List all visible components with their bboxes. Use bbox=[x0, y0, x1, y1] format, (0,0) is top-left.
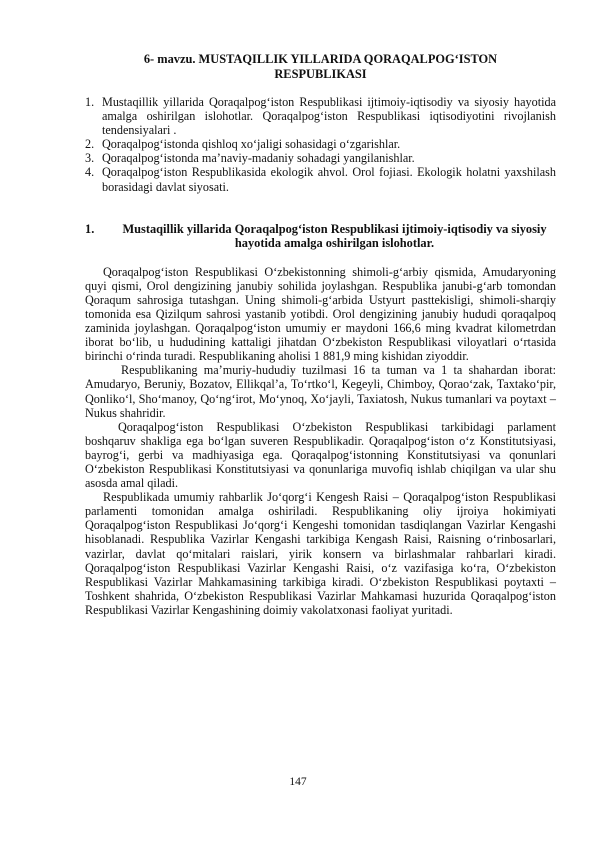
outline-item-text: Qoraqalpog‘istonda qishloq xo‘jaligi sohasidagi o‘zgarishlar. bbox=[102, 137, 401, 152]
outline-item bbox=[85, 137, 556, 151]
topic-title bbox=[85, 52, 556, 81]
page-number: 147 bbox=[289, 776, 307, 788]
outline-item-number: 3. bbox=[85, 151, 95, 166]
body-paragraph: Respublikaning ma’muriy-hududiy tuzilmasi 16 ta tuman va 1 ta shahardan iborat: Amudaryo, Beruniy, Bozatov, Ellikqal’a, To‘rtko‘l, Kegeyli, Chimboy, Qorao‘zak, Taxtako‘pir, Qonliko‘l, Sho‘manoy, Qo‘ng‘irot, Mo‘ynoq, Xo‘jayli, Taxiatosh, Nukus tumanlari va poytaxt – Nukus shahridir. bbox=[85, 363, 556, 420]
section-number: 1. bbox=[85, 221, 95, 236]
outline-item-text: Mustaqillik yillarida Qoraqalpog‘iston Respublikasi ijtimoiy-iqtisodiy va siyosiy hayotida amalga oshirilgan islohotlar. Qoraqalpog‘iston Respublikasi iqtisodiyotini rivojlanish tendensiyalari . bbox=[102, 95, 556, 138]
body-paragraph: Qoraqalpog‘iston Respublikasi O‘zbekistonning shimoli-g‘arbiy qismida, Amudaryoning quyi qismi, Orol dengizining janubiy sohilida joylashgan. Respublika janubi-g‘arb tomondan Qoraqum sahrosiga tutashgan. Uning shimoli-g‘arbida Ustyurt pasttekisligi, shimoli-sharqiy tomonida esa Qizilqum sahrosi yastanib yotibdi. Orol dengizining janubiy hududi qoraqalpoq zaminida joylashgan. Qoraqalpog‘iston umumiy er maydoni 166,6 ming kvadrat kilometrdan iborat bo‘lib, u hududining kattaligi jihatdan O‘zbekiston Respublikasi viloyatlari o‘rtasida birinchi o‘rinda turadi. Respublikaning aholisi 1 881,9 ming kishidan ziyoddir. bbox=[85, 264, 556, 364]
outline-item-text: Qoraqalpog‘iston Respublikasida ekologik ahvol. Orol fojiasi. Ekologik holatni yaxshilash borasidagi davlat siyosati. bbox=[102, 165, 556, 194]
body-paragraph: Qoraqalpog‘iston Respublikasi O‘zbekiston Respublikasi tarkibidagi parlament boshqaruv shakliga ega bo‘lgan suveren Respublikadir. Qoraqalpog‘iston o‘z Konstitutsiyasi, bayrog‘i, gerbi va madhiyasiga ega. Qoraqalpog‘istonning Konstitutsiyasi va qonunlari O‘zbekiston Respublikasi Konstitutsiyasi va qonunlariga muvofiq ishlab chiqilgan va ular shu asosda amal qiladi. bbox=[85, 419, 556, 491]
body-paragraph: Respublikada umumiy rahbarlik Jo‘qorg‘i Kengesh Raisi – Qoraqalpog‘iston Respublikasi parlamenti tomonidan amalga oshiriladi. Respublikaning oliy ijroiya hokimiyati Qoraqalpog‘iston Respublikasi Jo‘qorg‘i Kengeshi tomonidan tasdiqlangan Vazirlar Kengashi hisoblanadi. Respublika Vazirlar Kengashi tarkibiga Kengash Raisi, Raisning o‘rinbosarlari, vazirlar, davlat qo‘mitalari raislari, yirik konsern va birlashmalar rahbarlari kiradi. Qoraqalpog‘iston Respublikasi Vazirlar Kengashi Raisi, o‘z vazifasiga ko‘ra, O‘zbekiston Respublikasi Vazirlar Mahkamasining tarkibiga kiradi. O‘zbekiston Respublikasi poytaxti – Toshkent shahrida, O‘zbekiston Respublikasi Vazirlar Mahkamasi huzurida Qoraqalpog‘iston Respublikasi Vazirlar Kengashining doimiy vakolatxonasi faoliyat yuritadi. bbox=[85, 490, 556, 617]
outline-item bbox=[85, 95, 556, 137]
outline-item-text: Qoraqalpog‘istonda ma’naviy-madaniy sohadagi yangilanishlar. bbox=[102, 151, 415, 166]
outline-item bbox=[85, 165, 556, 193]
topic-title-line-2: RESPUBLIKASI bbox=[274, 66, 367, 81]
outline-item-number: 2. bbox=[85, 137, 95, 152]
outline-item-number: 1. bbox=[85, 95, 95, 109]
section-title: Mustaqillik yillarida Qoraqalpog‘iston Respublikasi ijtimoiy-iqtisodiy va siyosiy hayotida amalga oshirilgan islohotlar. bbox=[122, 221, 547, 251]
topic-title-line-1: 6- mavzu. MUSTAQILLIK YILLARIDA QORAQALPOG‘ISTON bbox=[143, 52, 498, 66]
section-heading bbox=[85, 222, 556, 251]
document-page bbox=[85, 52, 556, 617]
topic-outline bbox=[85, 95, 556, 194]
outline-item bbox=[85, 151, 556, 165]
outline-item-number: 4. bbox=[85, 165, 95, 180]
